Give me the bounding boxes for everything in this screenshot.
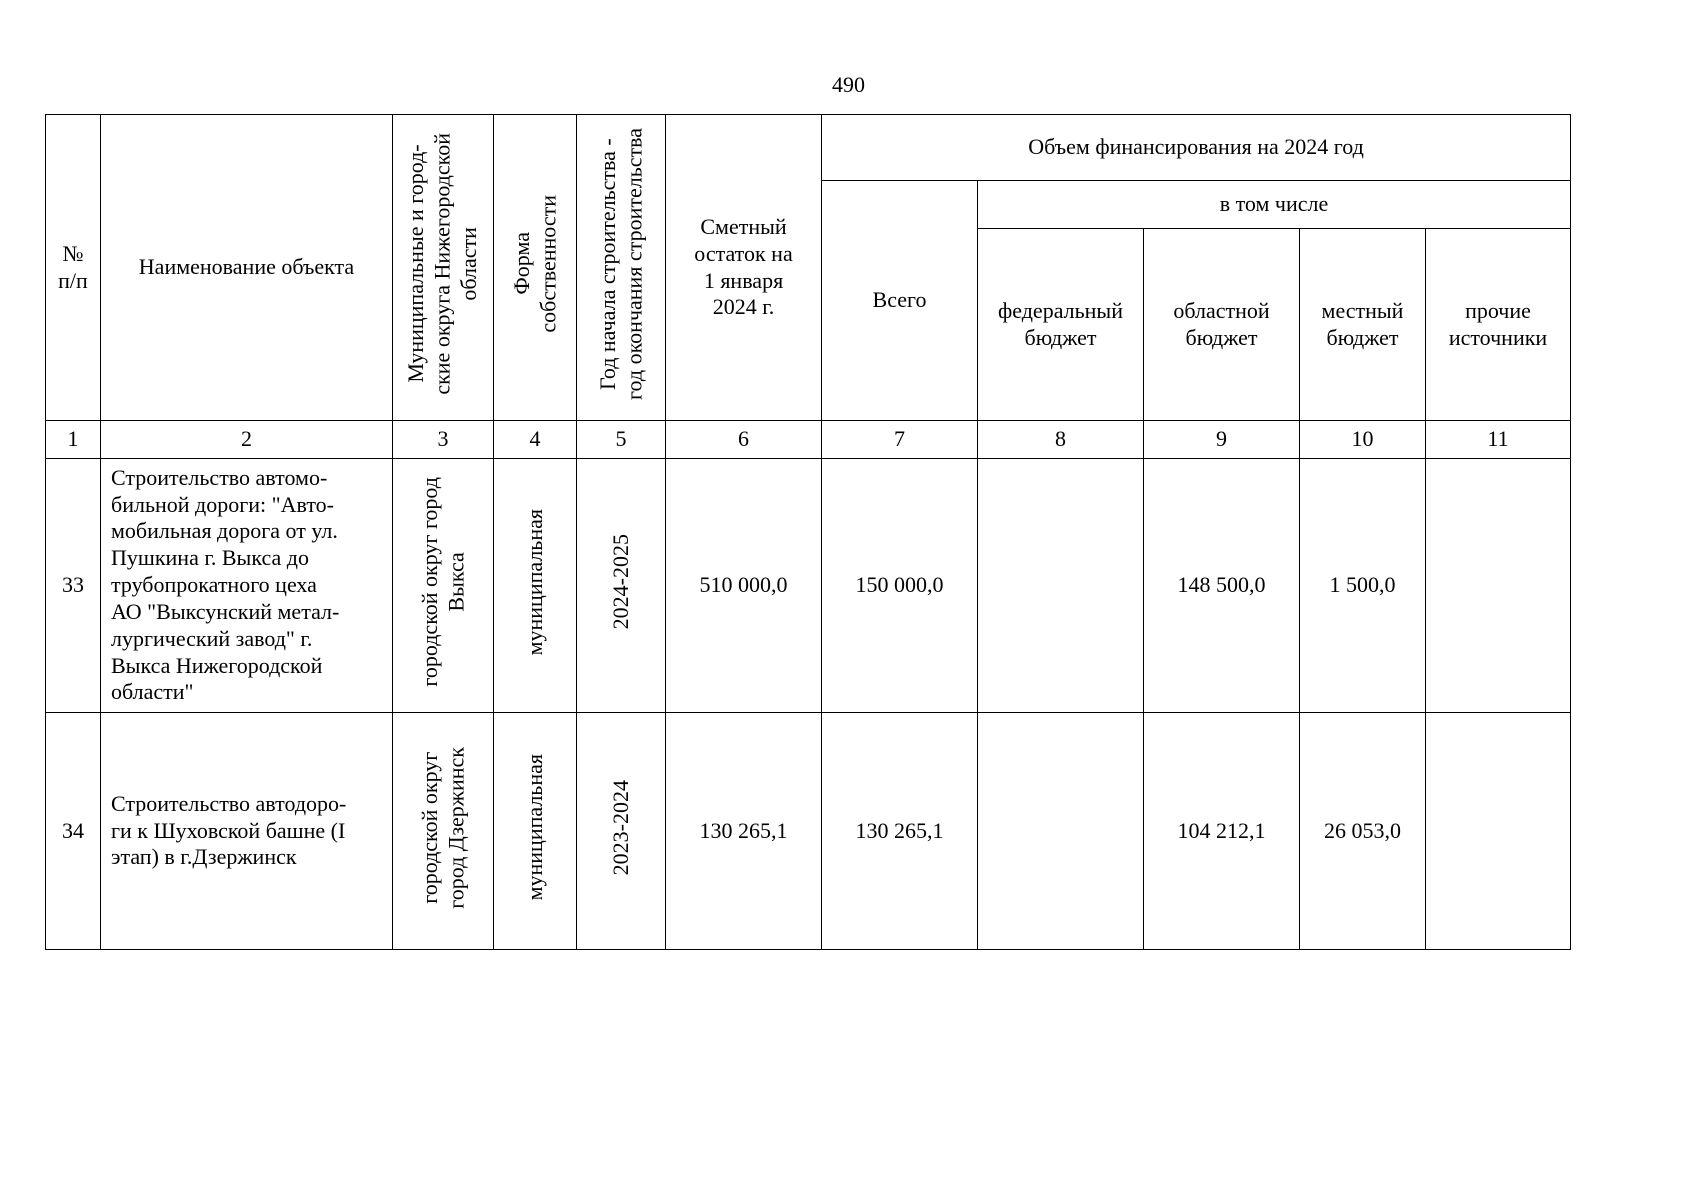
row-years: 2023-2024 xyxy=(577,713,666,950)
row-federal xyxy=(978,713,1144,950)
row-federal xyxy=(978,459,1144,713)
header-regional: областной бюджет xyxy=(1144,229,1300,421)
row-local: 26 053,0 xyxy=(1300,713,1426,950)
header-ownership: Форма собственности xyxy=(494,115,577,421)
col-number: 8 xyxy=(978,421,1144,459)
row-estimate: 510 000,0 xyxy=(666,459,822,713)
header-object-name: Наименование объекта xyxy=(101,115,393,421)
col-number: 6 xyxy=(666,421,822,459)
row-other xyxy=(1426,713,1571,950)
col-number: 1 xyxy=(46,421,101,459)
header-local: местный бюджет xyxy=(1300,229,1426,421)
row-object-name: Строительство автодоро- ги к Шуховской башне (I этап) в г.Дзержинск xyxy=(101,713,393,950)
col-number: 9 xyxy=(1144,421,1300,459)
header-estimate: Сметный остаток на 1 января 2024 г. xyxy=(666,115,822,421)
header-funding: Объем финансирования на 2024 год xyxy=(822,115,1571,181)
row-ownership: муниципальная xyxy=(494,459,577,713)
row-object-name: Строительство автомо- бильной дороги: "Авто- мобильная дорога от ул. Пушкина г. Выкса до трубопрокатного цеха АО "Выксунский метал- лургический завод" г. Выкса Нижегородской области" xyxy=(101,459,393,713)
col-number: 4 xyxy=(494,421,577,459)
row-total: 150 000,0 xyxy=(822,459,978,713)
column-number-row xyxy=(46,421,1571,459)
table-row xyxy=(46,713,1571,950)
col-number: 10 xyxy=(1300,421,1426,459)
col-number: 2 xyxy=(101,421,393,459)
header-years: Год начала строительства - год окончания строительства xyxy=(577,115,666,421)
page-number: 490 xyxy=(832,72,865,97)
row-regional: 148 500,0 xyxy=(1144,459,1300,713)
row-municipality: городской округ город Выкса xyxy=(393,459,494,713)
row-other xyxy=(1426,459,1571,713)
header-including: в том числе xyxy=(978,181,1571,229)
col-number: 3 xyxy=(393,421,494,459)
col-number: 5 xyxy=(577,421,666,459)
row-estimate: 130 265,1 xyxy=(666,713,822,950)
header-municipality: Муниципальные и город- ские округа Нижегородской области xyxy=(393,115,494,421)
row-years: 2024-2025 xyxy=(577,459,666,713)
table-row xyxy=(46,459,1571,713)
row-ownership: муниципальная xyxy=(494,713,577,950)
financing-table xyxy=(45,114,1571,950)
col-number: 7 xyxy=(822,421,978,459)
header-total: Всего xyxy=(822,181,978,421)
row-num: 33 xyxy=(46,459,101,713)
row-local: 1 500,0 xyxy=(1300,459,1426,713)
header-other: прочие источники xyxy=(1426,229,1571,421)
row-municipality: городской округ город Дзержинск xyxy=(393,713,494,950)
col-number: 11 xyxy=(1426,421,1571,459)
row-total: 130 265,1 xyxy=(822,713,978,950)
header-federal: федеральный бюджет xyxy=(978,229,1144,421)
row-num: 34 xyxy=(46,713,101,950)
header-num: № п/п xyxy=(46,115,101,421)
row-regional: 104 212,1 xyxy=(1144,713,1300,950)
